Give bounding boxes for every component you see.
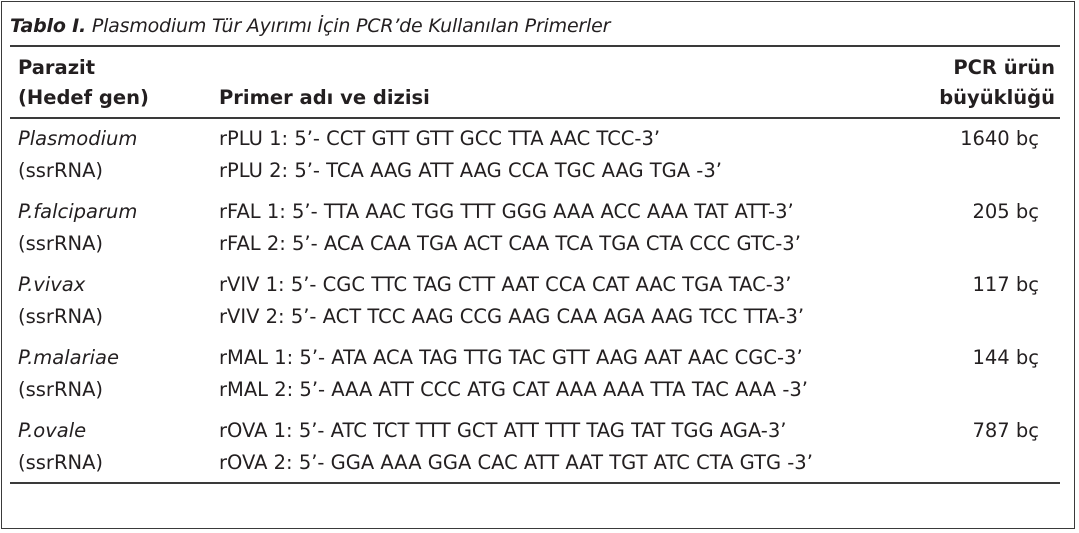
table-row	[0, 269, 1079, 331]
primer-cell	[219, 269, 804, 333]
target-gene: (ssrRNA)	[18, 378, 104, 401]
table-row	[0, 123, 1079, 185]
parasite-cell	[18, 269, 103, 333]
parasite-cell	[18, 415, 103, 479]
header-product-size-line1: PCR ürün	[953, 56, 1055, 79]
product-size: 205 bç	[972, 200, 1039, 223]
target-gene: (ssrRNA)	[18, 451, 104, 474]
primer-forward: rFAL 1: 5’- TTA AAC TGG TTT GGG AAA ACC AAA TAT ATT-3’	[219, 200, 794, 223]
header-primer: Primer adı ve dizisi	[219, 86, 430, 109]
target-gene: (ssrRNA)	[18, 159, 104, 182]
primer-reverse: rMAL 2: 5’- AAA ATT CCC ATG CAT AAA AAA TTA TAC AAA -3’	[219, 378, 808, 401]
species-name: P.vivax	[18, 273, 86, 296]
primer-cell	[219, 415, 813, 479]
primer-reverse: rOVA 2: 5’- GGA AAA GGA CAC ATT AAT TGT ATC CTA GTG -3’	[219, 451, 813, 474]
primer-cell	[219, 342, 808, 406]
header-rule	[10, 117, 1060, 119]
target-gene: (ssrRNA)	[18, 305, 104, 328]
table-caption	[10, 15, 610, 37]
parasite-cell	[18, 342, 119, 406]
species-name: P.falciparum	[18, 200, 138, 223]
target-gene: (ssrRNA)	[18, 232, 104, 255]
species-name: P.ovale	[18, 419, 87, 442]
primer-forward: rPLU 1: 5’- CCT GTT GTT GCC TTA AAC TCC-3’	[219, 127, 661, 150]
table-row	[0, 342, 1079, 404]
top-rule	[10, 45, 1060, 47]
product-size: 144 bç	[972, 346, 1039, 369]
species-name: Plasmodium	[18, 127, 138, 150]
primer-reverse: rFAL 2: 5’- ACA CAA TGA ACT CAA TCA TGA CTA CCC GTC-3’	[219, 232, 801, 255]
species-name: P.malariae	[18, 346, 119, 369]
primer-forward: rOVA 1: 5’- ATC TCT TTT GCT ATT TTT TAG TAT TGG AGA-3’	[219, 419, 787, 442]
header-product-size	[939, 53, 1055, 113]
primer-forward: rVIV 1: 5’- CGC TTC TAG CTT AAT CCA CAT AAC TGA TAC-3’	[219, 273, 792, 296]
product-size: 1640 bç	[960, 127, 1039, 150]
caption-title: Plasmodium Tür Ayırımı İçin PCR’de Kullanılan Primerler	[86, 15, 611, 37]
primer-cell	[219, 196, 801, 260]
product-size: 787 bç	[972, 419, 1039, 442]
parasite-cell	[18, 196, 137, 260]
header-product-size-line2: büyüklüğü	[939, 86, 1055, 109]
bottom-rule	[10, 482, 1060, 484]
table-row	[0, 415, 1079, 477]
primer-reverse: rPLU 2: 5’- TCA AAG ATT AAG CCA TGC AAG TGA -3’	[219, 159, 722, 182]
caption-label: Tablo I.	[10, 15, 86, 37]
header-parasite-label: Parazit	[18, 56, 96, 79]
product-size: 117 bç	[972, 273, 1039, 296]
primer-reverse: rVIV 2: 5’- ACT TCC AAG CCG AAG CAA AGA AAG TCC TTA-3’	[219, 305, 805, 328]
header-parasite	[18, 53, 149, 113]
table-row	[0, 196, 1079, 258]
header-target-gene-label: (Hedef gen)	[18, 86, 149, 109]
primer-forward: rMAL 1: 5’- ATA ACA TAG TTG TAC GTT AAG AAT AAC CGC-3’	[219, 346, 803, 369]
parasite-cell	[18, 123, 137, 187]
primer-cell	[219, 123, 722, 187]
